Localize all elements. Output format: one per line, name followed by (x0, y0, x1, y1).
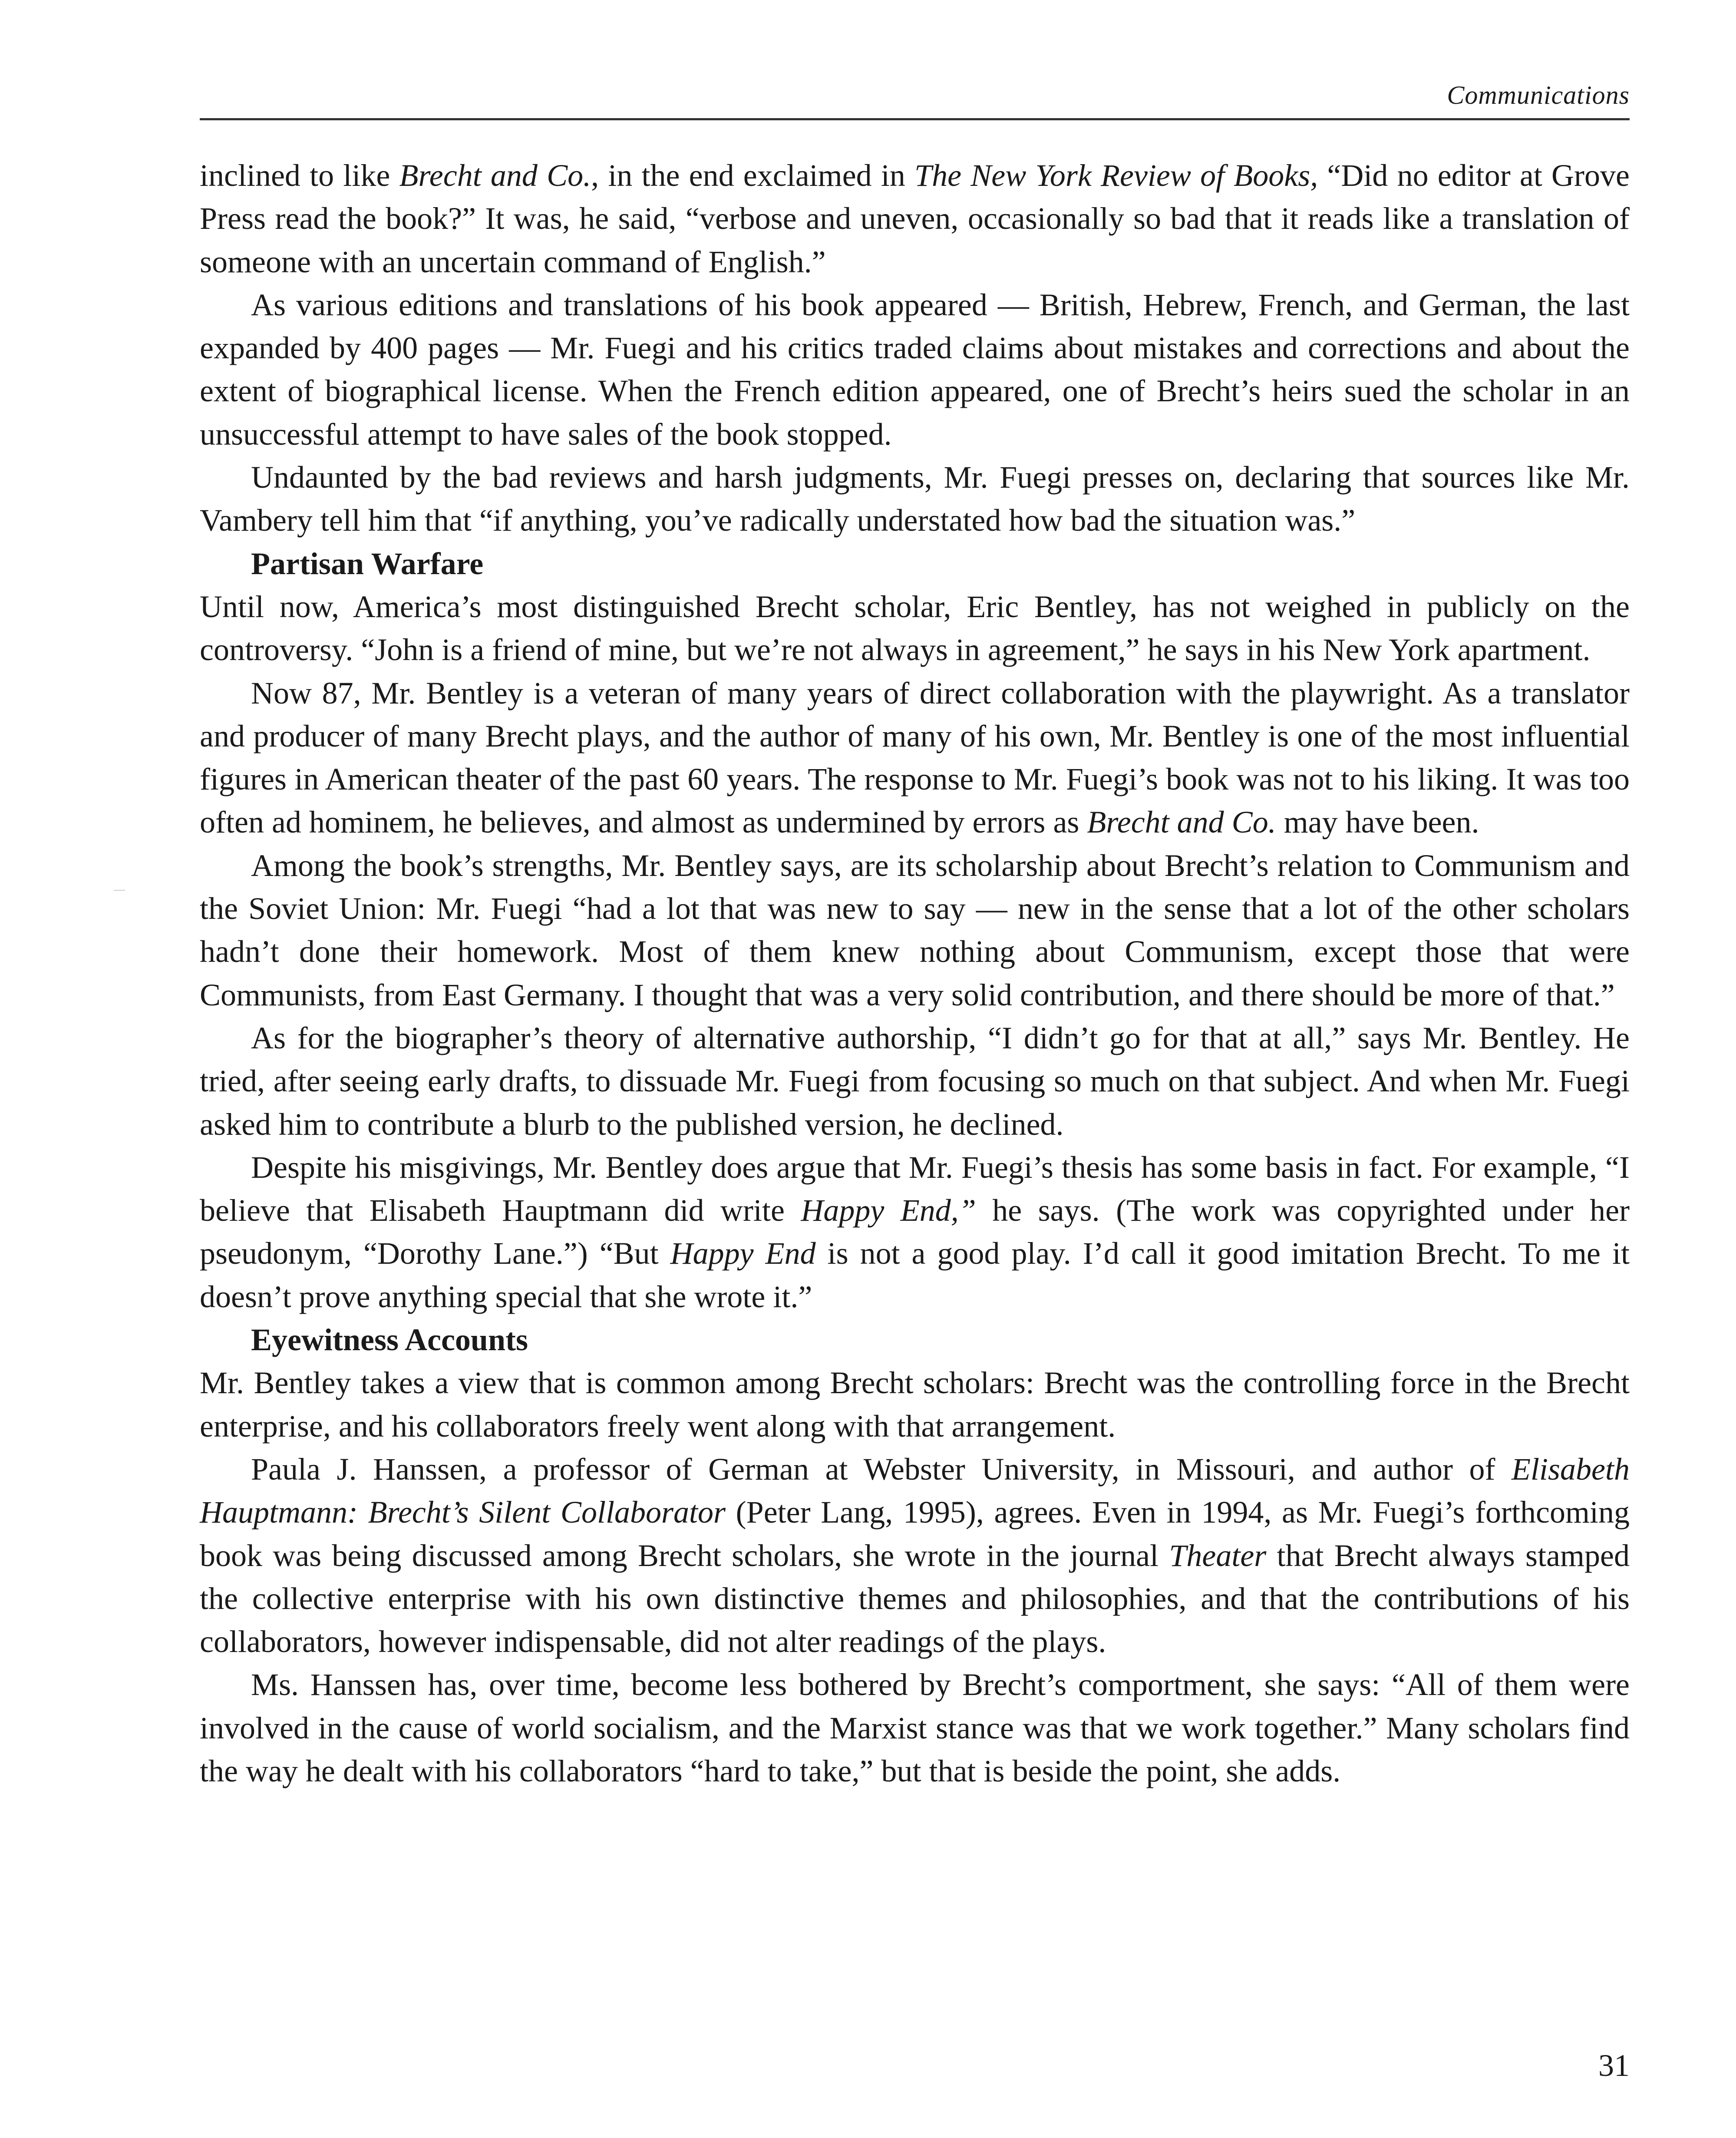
paragraph-2: As various editions and translations of his book appeared — British, Hebrew, French, and German, the last expanded by 400 pages — Mr. Fuegi and his critics traded claims about mistakes and corrections and about the extent of biographical license. When the French edition appeared, one of Brecht’s heirs sued the scholar in an unsuccessful attempt to have sales of the book stopped. (200, 287, 1630, 452)
paragraph-9: Mr. Bentley takes a view that is common among Brecht scholars: Brecht was the controlling force in the Brecht enterprise, and his collaborators freely went along with that arrangement. (200, 1365, 1630, 1444)
paragraph-11: Ms. Hanssen has, over time, become less bothered by Brecht’s comportment, she says: “All of them were involved in the cause of world socialism, and the Marxist stance was that we work together.” Many scholars find the way he dealt with his collaborators “hard to take,” but that is beside the point, she adds. (200, 1667, 1630, 1788)
paragraph-6: Among the book’s strengths, Mr. Bentley says, are its scholarship about Brecht’s relation to Communism and the Soviet Union: Mr. Fuegi “had a lot that was new to say — new in the sense that a lot of the other scholars hadn’t done their homework. Most of them knew nothing about Communism, except those that were Communists, from East Germany. I thought that was a very solid contribution, and there should be more of that.” (200, 848, 1630, 1012)
paragraph-3: Undaunted by the bad reviews and harsh judgments, Mr. Fuegi presses on, declaring that sources like Mr. Vambery tell him that “if anything, you’ve radically understated how bad the situation was.” (200, 460, 1630, 538)
page-number: 31 (1598, 2048, 1630, 2083)
paragraph-10: Paula J. Hanssen, a professor of German at Webster University, in Missouri, and author of Elisabeth Hauptmann: Brecht’s Silent Collaborator (Peter Lang, 1995), agrees. Even in 1994, as Mr. Fuegi’s forthcoming book was being discussed among Brecht scholars, she wrote in the journal Theater that Brecht always stamped the collective enterprise with his own distinctive themes and philosophies, and that the contributions of his collaborators, however indispensable, did not alter readings of the plays. (200, 1451, 1630, 1659)
paragraph-1: inclined to like Brecht and Co., in the end exclaimed in The New York Review of Books, “Did no editor at Grove Press read the book?” It was, he said, “verbose and uneven, occasionally so bad that it reads like a translation of someone with an uncertain command of English.” (200, 158, 1630, 279)
paragraph-8: Despite his misgivings, Mr. Bentley does argue that Mr. Fuegi’s thesis has some basis in fact. For example, “I believe that Elisabeth Hauptmann did write Happy End,” he says. (The work was copyrighted under her pseudonym, “Dorothy Lane.”) “But Happy End is not a good play. I’d call it good imitation Brecht. To me it doesn’t prove anything special that she wrote it.” (200, 1150, 1630, 1314)
paragraph-4: Until now, America’s most distinguished Brecht scholar, Eric Bentley, has not weighed in publicly on the controversy. “John is a friend of mine, but we’re not always in agreement,” he says in his New York apartment. (200, 589, 1630, 668)
margin-mark (114, 890, 125, 891)
section-heading-eyewitness-accounts: Eyewitness Accounts (251, 1322, 528, 1358)
running-head: Communications (1447, 81, 1630, 109)
paragraph-7: As for the biographer’s theory of alternative authorship, “I didn’t go for that at all,” says Mr. Bentley. He tried, after seeing early drafts, to dissuade Mr. Fuegi from focusing so much on that subject. And when Mr. Fuegi asked him to contribute a blurb to the published version, he declined. (200, 1020, 1630, 1142)
header-rule (200, 118, 1630, 120)
section-heading-partisan-warfare: Partisan Warfare (251, 546, 484, 581)
paragraph-5: Now 87, Mr. Bentley is a veteran of many years of direct collaboration with the playwright. As a translator and producer of many Brecht plays, and the author of many of his own, Mr. Bentley is one of the most influential figures in American theater of the past 60 years. The response to Mr. Fuegi’s book was not to his liking. It was too often ad hominem, he believes, and almost as undermined by errors as Brecht and Co. may have been. (200, 675, 1630, 840)
article-body (200, 154, 1630, 1793)
